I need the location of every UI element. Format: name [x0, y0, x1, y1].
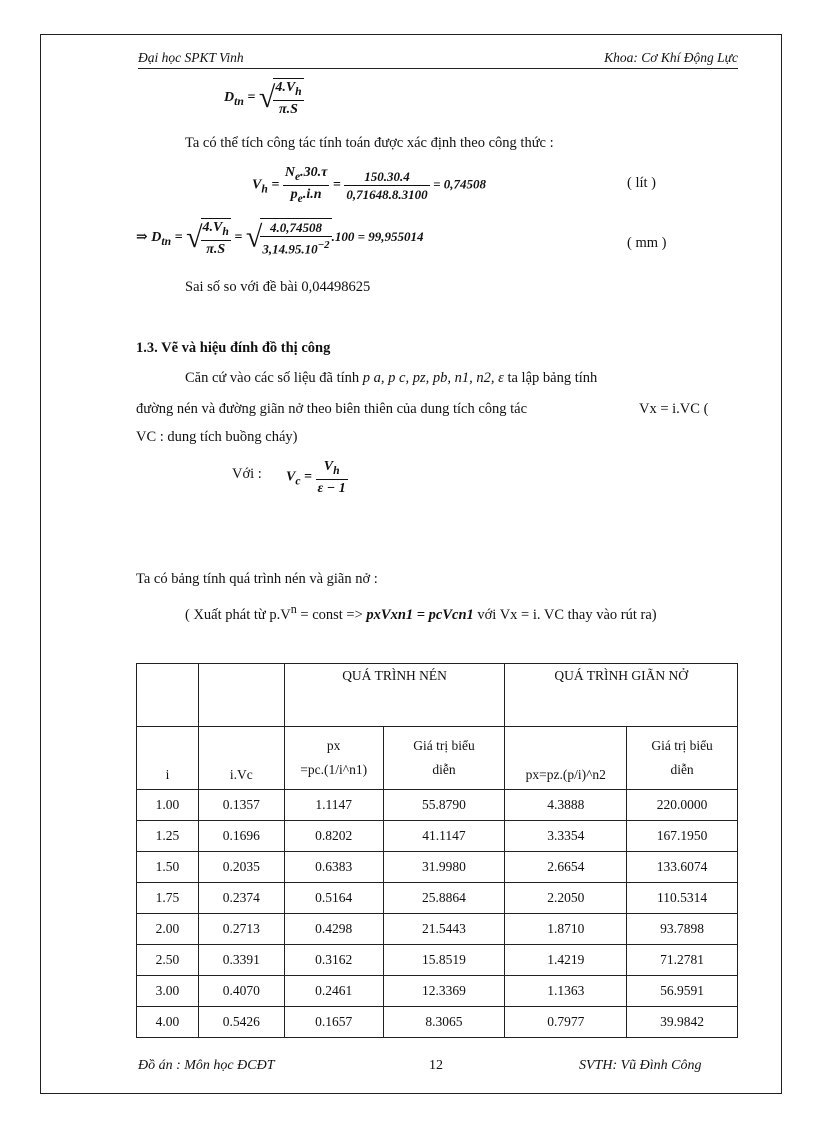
- table-cell: 0.8202: [284, 821, 383, 852]
- formula-vh-result: = 0,74508: [433, 176, 486, 192]
- paragraph-line-2-formula: Vx = i.VC (: [639, 401, 709, 417]
- table-cell: 56.9591: [627, 976, 738, 1007]
- formula-vc-num: V: [323, 459, 334, 474]
- header-school: Đại học SPKT Vinh: [138, 50, 244, 65]
- formula-vh-den2: 0,71648.8.3100: [346, 186, 428, 202]
- col-header-ivc: i.Vc: [198, 727, 284, 790]
- table-cell: 1.25: [137, 821, 199, 852]
- table-row: [137, 821, 738, 852]
- col-header-value-line1: Giá trị biểu: [413, 738, 475, 753]
- para1-vars: p a, p c, pz, pb, n1, n2, ε: [362, 370, 504, 386]
- table-cell: 1.1147: [284, 790, 383, 821]
- formula-vc-num-sub: h: [333, 463, 340, 477]
- table-cell: 3.3354: [505, 821, 627, 852]
- formula-d2-lhs: D: [151, 230, 162, 246]
- pressure-table: [136, 663, 738, 1038]
- table-cell: 1.8710: [505, 914, 627, 945]
- table-row: [137, 883, 738, 914]
- col-header-value-line2: diễn: [432, 762, 456, 777]
- table-cell: 15.8519: [383, 945, 505, 976]
- table-cell: 0.2713: [198, 914, 284, 945]
- formula-vh-num1: N: [284, 165, 295, 180]
- table-cell: 110.5314: [627, 883, 738, 914]
- table-cell: 0.5426: [198, 1007, 284, 1038]
- table-cell: 0.1357: [198, 790, 284, 821]
- formula-vh: $V_h$ = $\frac{N_e.30.\tau}{p_e.i.n}$ = $\frac{150.30.4}{0,71648.8.3100}$ = 0,74508: [252, 165, 486, 205]
- table-cell: 1.4219: [505, 945, 627, 976]
- table-cell: 0.4298: [284, 914, 383, 945]
- table-cell: 41.1147: [383, 821, 505, 852]
- error-text: Sai số so với đề bài 0,04498625: [185, 279, 371, 295]
- formula-diameter-calc: ⇒ $D_{tn}$ = √ $\frac{4.V_h}{\pi.S}$ = √ $\frac{4.0,74508}{3,14.95.10^{-2}}$ .100 = 99,955014: [136, 220, 424, 257]
- col-header-value2-line2: diễn: [670, 762, 694, 777]
- table-cell: 0.1657: [284, 1007, 383, 1038]
- table-note-sup: n: [290, 602, 297, 616]
- paragraph-line-3: VC : dung tích buồng cháy): [136, 429, 298, 445]
- formula-vh-den1-rest: .i.n: [302, 186, 322, 202]
- formula-vc-den: ε − 1: [317, 480, 346, 496]
- table-cell: 8.3065: [383, 1007, 505, 1038]
- table-cell: 31.9980: [383, 852, 505, 883]
- table-cell: 2.6654: [505, 852, 627, 883]
- table-cell: 1.1363: [505, 976, 627, 1007]
- table-cell: 220.0000: [627, 790, 738, 821]
- para1-line1-b: ta lập bảng tính: [503, 370, 598, 386]
- table-row: [137, 945, 738, 976]
- section-title: 1.3. Vẽ và hiệu đính đồ thị công: [136, 340, 331, 356]
- formula-d1-num: 4.V: [275, 80, 296, 95]
- formula-d1-lhs-sub: tn: [234, 94, 244, 108]
- para1-line1-a: Căn cứ vào các số liệu đã tính: [185, 370, 363, 386]
- col-header-value-expansion: [627, 727, 738, 790]
- table-cell: 12.3369: [383, 976, 505, 1007]
- formula-vh-lhs-sub: h: [261, 182, 268, 196]
- col-header-i: i: [137, 727, 199, 790]
- formula-vh-den1-sub: e: [297, 191, 303, 205]
- header-faculty: Khoa: Cơ Khí Động Lực: [604, 50, 738, 65]
- formula-d2-den1: π.S: [206, 241, 226, 257]
- formula-d2-den2-exp: −2: [317, 239, 330, 252]
- table-cell: 21.5443: [383, 914, 505, 945]
- table-cell: 1.75: [137, 883, 199, 914]
- paragraph-line-2: [136, 401, 527, 418]
- table-cell: 133.6074: [627, 852, 738, 883]
- table-cell: 0.6383: [284, 852, 383, 883]
- table-corner-cell: [137, 664, 199, 727]
- with-label: Với :: [232, 466, 262, 482]
- table-row: [137, 790, 738, 821]
- table-row: [137, 976, 738, 1007]
- unit-liter: ( lít ): [627, 175, 656, 191]
- formula-d2-num1-sub: h: [222, 224, 229, 238]
- formula-vc: $V_c$ = $\frac{V_h}{\varepsilon - 1}$: [286, 459, 346, 496]
- table-cell: 71.2781: [627, 945, 738, 976]
- table-cell: 0.4070: [198, 976, 284, 1007]
- formula-vh-lhs: V: [252, 177, 262, 193]
- para1-line2: đường nén và đường giãn nở theo biên thiên của dung tích công tác: [136, 401, 528, 417]
- formula-vc-lhs: V: [286, 469, 296, 485]
- table-cell: 0.3162: [284, 945, 383, 976]
- col-header-value2-line1: Giá trị biểu: [651, 738, 713, 753]
- table-cell: 0.3391: [198, 945, 284, 976]
- formula-vh-num1-sub: e: [294, 169, 301, 183]
- table-cell: 0.5164: [284, 883, 383, 914]
- table-intro: Ta có bảng tính quá trình nén và giãn nở :: [136, 571, 378, 587]
- table-cell: 0.1696: [198, 821, 284, 852]
- formula-vh-num1-rest: .30.τ: [300, 165, 328, 180]
- intro-text: Ta có thể tích công tác tính toán được xác định theo công thức :: [185, 135, 554, 151]
- table-note-start: ( Xuất phát từ p.V: [185, 606, 291, 623]
- col-header-px-expansion: px=pz.(p/i)^n2: [505, 727, 627, 790]
- table-cell: 2.50: [137, 945, 199, 976]
- table-group-header-row: [137, 664, 738, 727]
- table-cell: 25.8864: [383, 883, 505, 914]
- col-header-px-line1: px: [326, 738, 341, 753]
- table-cell: 39.9842: [627, 1007, 738, 1038]
- formula-d2-lhs-sub: tn: [161, 234, 172, 248]
- formula-d1-den: π.S: [279, 101, 298, 117]
- col-header-px-compression: [284, 727, 383, 790]
- table-note-formula: pxVxn1 = pcVcn1: [366, 606, 474, 623]
- table-note-end: với Vx = i. VC thay vào rút ra): [477, 606, 657, 623]
- table-cell: 4.00: [137, 1007, 199, 1038]
- table-cell: 0.7977: [505, 1007, 627, 1038]
- formula-d2-num2: 4.0,74508: [260, 219, 331, 237]
- table-cell: 2.00: [137, 914, 199, 945]
- table-cell: 4.3888: [505, 790, 627, 821]
- table-cell: 0.2374: [198, 883, 284, 914]
- formula-d2-den2: 3,14.95.10: [262, 241, 318, 257]
- unit-mm: ( mm ): [627, 235, 667, 251]
- formula-vh-num2: 150.30.4: [344, 168, 429, 186]
- group-header-compression: QUÁ TRÌNH NÉN: [284, 664, 505, 727]
- table-cell: 1.00: [137, 790, 199, 821]
- page-header: [138, 48, 738, 69]
- table-cell: 3.00: [137, 976, 199, 1007]
- table-corner-cell: [198, 664, 284, 727]
- implies-arrow: ⇒: [136, 230, 148, 246]
- formula-d2-result: .100 = 99,955014: [331, 229, 424, 245]
- formula-d2-num1: 4.V: [202, 220, 223, 235]
- col-header-value-compression: [383, 727, 505, 790]
- table-cell: 167.1950: [627, 821, 738, 852]
- formula-vc-lhs-sub: c: [295, 474, 301, 488]
- table-note: [185, 602, 657, 624]
- group-header-expansion: QUÁ TRÌNH GIÃN NỞ: [505, 664, 738, 727]
- table-cell: 2.2050: [505, 883, 627, 914]
- table-column-header-row: [137, 727, 738, 790]
- table-cell: 1.50: [137, 852, 199, 883]
- col-header-px-line2: =pc.(1/i^n1): [300, 762, 368, 777]
- table-row: [137, 914, 738, 945]
- page-number: 12: [429, 1058, 443, 1073]
- paragraph-line-1: [185, 370, 597, 387]
- table-row: [137, 852, 738, 883]
- table-cell: 93.7898: [627, 914, 738, 945]
- table-cell: 55.8790: [383, 790, 505, 821]
- table-row: [137, 1007, 738, 1038]
- footer-student: SVTH: Vũ Đình Công: [579, 1058, 702, 1073]
- formula-d1-lhs: D: [224, 90, 235, 106]
- table-cell: 0.2035: [198, 852, 284, 883]
- table-cell: 0.2461: [284, 976, 383, 1007]
- formula-diameter: $D_{tn}$ = √ $\frac{4.V_h}{\pi.S}$: [224, 80, 302, 117]
- formula-d1-num-sub: h: [295, 84, 302, 98]
- formula-vh-den1: p: [290, 186, 298, 202]
- table-note-mid: = const =>: [296, 606, 363, 623]
- footer-course: Đồ án : Môn học ĐCĐT: [138, 1058, 275, 1073]
